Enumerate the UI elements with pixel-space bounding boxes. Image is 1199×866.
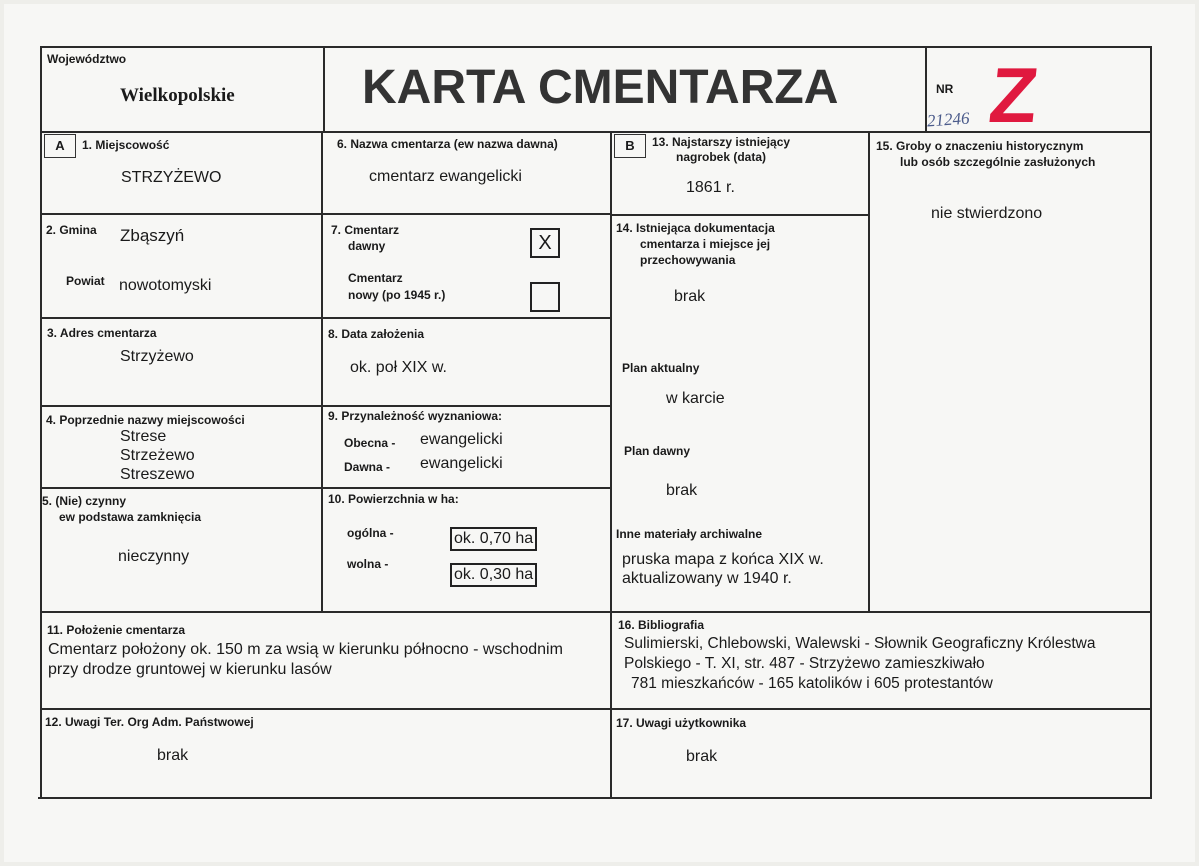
data-zalozenia-label: 8. Data założenia <box>328 327 425 341</box>
nr-stamp-letter: Z <box>985 51 1043 139</box>
col-divider-1 <box>321 131 323 612</box>
powierzchnia-label: 10. Powierzchnia w ha: <box>328 492 459 506</box>
nagrobek-value: 1861 r. <box>686 179 735 196</box>
adres-value: Strzyżewo <box>120 348 194 365</box>
cmentarz-nowy-label-1: Cmentarz <box>348 271 403 285</box>
dokumentacja-label-2: cmentarza i miejsce jej <box>640 237 771 251</box>
cmentarz-dawny-label-1: 7. Cmentarz <box>331 223 400 237</box>
bibliografia-line-1: Sulimierski, Chlebowski, Walewski - Słownik Geograficzny Królestwa <box>624 635 1096 652</box>
plan-aktualny-label: Plan aktualny <box>622 361 700 375</box>
obecna-value: ewangelicki <box>420 431 503 448</box>
groby-value: nie stwierdzono <box>931 205 1043 222</box>
inne-materialy-value-2: aktualizowany w 1940 r. <box>622 570 792 587</box>
miejscowosc-label: 1. Miejscowość <box>82 138 170 152</box>
bibliografia-line-3: 781 mieszkańców - 165 katolików i 605 protestantów <box>631 675 993 692</box>
uwagi-uzytkownika-value: brak <box>686 748 718 765</box>
czynny-label-1: 5. (Nie) czynny <box>42 494 127 508</box>
gmina-value: Zbąszyń <box>120 226 185 245</box>
gmina-label: 2. Gmina <box>46 223 97 237</box>
header-divider-1 <box>323 46 325 133</box>
row-line-4 <box>40 487 612 489</box>
inne-materialy-value-1: pruska mapa z końca XIX w. <box>622 551 824 568</box>
frame-right <box>1150 46 1152 799</box>
uwagi-ter-value: brak <box>157 747 189 764</box>
page-title: KARTA CMENTARZA <box>362 61 839 114</box>
wojewodztwo-value: Wielkopolskie <box>120 85 235 106</box>
row-line-b <box>610 214 870 216</box>
plan-aktualny-value: w karcie <box>666 390 725 407</box>
frame-bottom <box>38 797 1150 799</box>
row-line-1 <box>40 213 612 215</box>
ogolna-value: ok. 0,70 ha <box>450 527 537 551</box>
polozenie-line-2: przy drodze gruntowej w kierunku lasów <box>48 661 332 678</box>
wojewodztwo-label: Województwo <box>47 52 127 66</box>
nagrobek-label-2: nagrobek (data) <box>676 150 767 164</box>
nr-label: NR <box>936 82 954 96</box>
frame-left <box>40 46 42 799</box>
powiat-value: nowotomyski <box>119 277 212 294</box>
data-zalozenia-value: ok. poł XIX w. <box>350 359 447 376</box>
cmentarz-nowy-label-2: nowy (po 1945 r.) <box>348 288 446 302</box>
plan-dawny-label: Plan dawny <box>624 444 691 458</box>
dokumentacja-value: brak <box>674 288 706 305</box>
poprzednie-value-3: Streszewo <box>120 466 195 483</box>
dawna-label: Dawna - <box>344 460 391 474</box>
row-line-2 <box>40 317 612 319</box>
section-a-tag: A <box>44 134 76 158</box>
groby-label-2: lub osób szczególnie zasłużonych <box>900 155 1096 169</box>
section-b-tag: B <box>614 134 646 158</box>
ogolna-label: ogólna - <box>347 526 394 540</box>
inne-materialy-label: Inne materiały archiwalne <box>616 527 763 541</box>
czynny-label-2: ew podstawa zamknięcia <box>59 510 202 524</box>
nazwa-value: cmentarz ewangelicki <box>369 168 522 185</box>
polozenie-label: 11. Położenie cmentarza <box>47 623 186 637</box>
plan-dawny-value: brak <box>666 482 698 499</box>
czynny-value: nieczynny <box>118 548 190 565</box>
uwagi-ter-label: 12. Uwagi Ter. Org Adm. Państwowej <box>45 715 254 729</box>
uwagi-uzytkownika-label: 17. Uwagi użytkownika <box>616 716 747 730</box>
poprzednie-label: 4. Poprzednie nazwy miejscowości <box>46 413 245 427</box>
adres-label: 3. Adres cmentarza <box>47 326 157 340</box>
row-line-3 <box>40 405 612 407</box>
frame-top <box>40 46 1152 48</box>
cmentarz-dawny-label-2: dawny <box>348 239 386 253</box>
miejscowosc-value: STRZYŻEWO <box>121 169 222 186</box>
dokumentacja-label-3: przechowywania <box>640 253 736 267</box>
polozenie-line-1: Cmentarz położony ok. 150 m za wsią w kierunku północno - wschodnim <box>48 641 563 658</box>
bibliografia-label: 16. Bibliografia <box>618 618 705 632</box>
obecna-label: Obecna - <box>344 436 396 450</box>
nagrobek-label-1: 13. Najstarszy istniejący <box>652 135 791 149</box>
wolna-label: wolna - <box>347 557 389 571</box>
col-divider-2 <box>610 131 612 799</box>
powiat-label: Powiat <box>66 274 105 288</box>
dokumentacja-label-1: 14. Istniejąca dokumentacja <box>616 221 775 235</box>
row-line-5 <box>40 611 1152 613</box>
wolna-value: ok. 0,30 ha <box>450 563 537 587</box>
dawna-value: ewangelicki <box>420 455 503 472</box>
nazwa-label: 6. Nazwa cmentarza (ew nazwa dawna) <box>337 137 558 151</box>
bibliografia-line-2: Polskiego - T. XI, str. 487 - Strzyżewo zamieszkiwało <box>624 655 985 672</box>
groby-label-1: 15. Groby o znaczeniu historycznym <box>876 139 1084 153</box>
cmentarz-nowy-checkbox[interactable] <box>530 282 560 312</box>
poprzednie-value-2: Strzeżewo <box>120 447 195 464</box>
poprzednie-value-1: Strese <box>120 428 167 445</box>
cmentarz-dawny-checkbox[interactable]: X <box>530 228 560 258</box>
przynaleznosc-label: 9. Przynależność wyznaniowa: <box>328 409 503 423</box>
col-divider-3 <box>868 131 870 612</box>
nr-pencil-number: 21246 <box>926 108 971 131</box>
row-line-6 <box>40 708 1152 710</box>
